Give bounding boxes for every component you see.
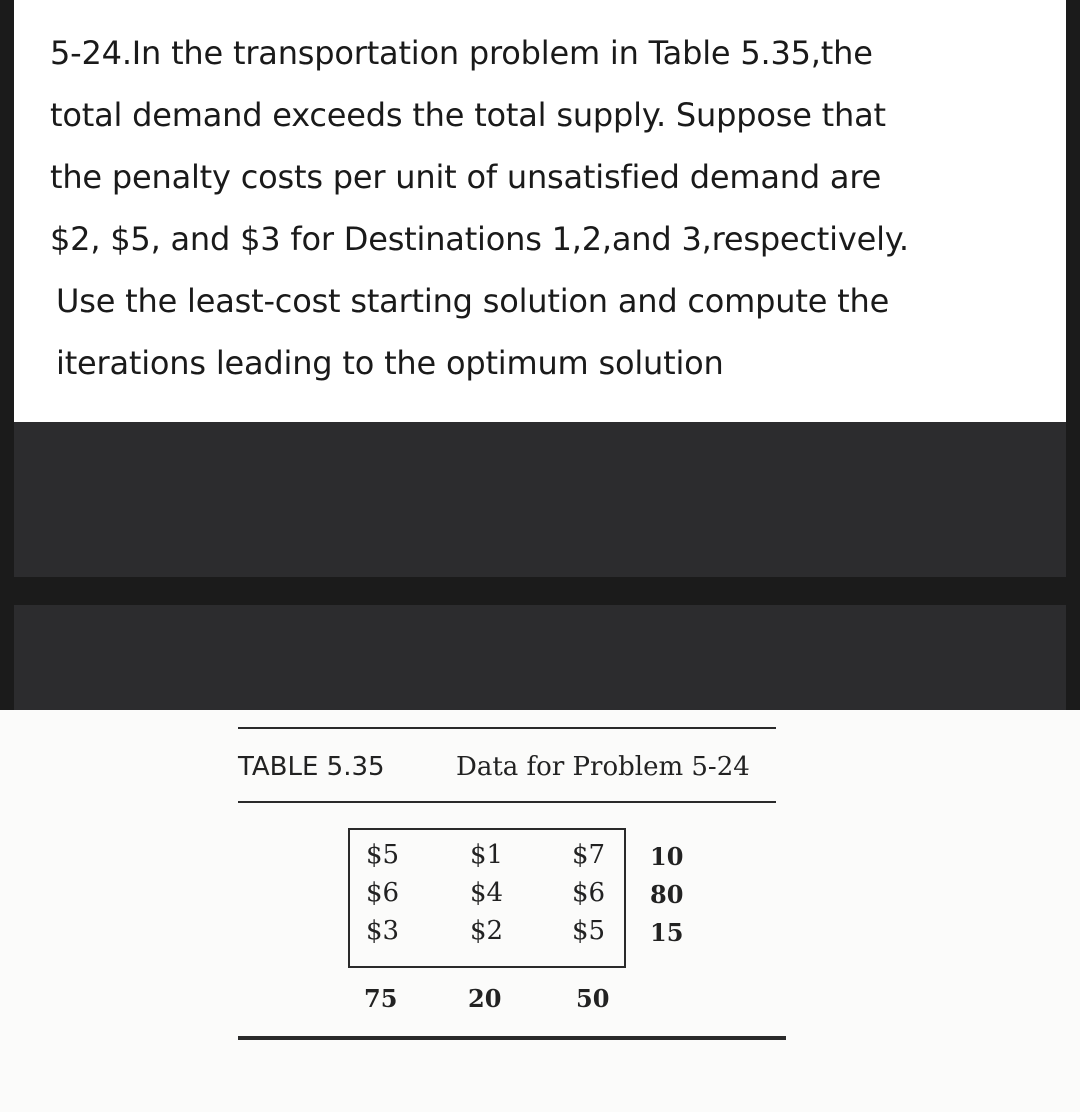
cost-cell: $6	[572, 878, 606, 908]
problem-line-1: 5-24.In the transportation problem in Table 5.35,the	[50, 34, 873, 72]
supply-value: 10	[650, 842, 684, 871]
cost-cell: $2	[470, 916, 504, 946]
demand-value: 50	[576, 984, 610, 1013]
demand-value: 20	[468, 984, 502, 1013]
dark-separator-bottom	[14, 605, 1066, 710]
problem-line-5: Use the least-cost starting solution and compute the	[56, 282, 890, 320]
cost-cell: $3	[366, 916, 400, 946]
problem-line-4: $2, $5, and $3 for Destinations 1,2,and 3,respectively.	[50, 220, 909, 258]
table-caption: Data for Problem 5-24	[456, 752, 750, 782]
cost-cell: $5	[572, 916, 606, 946]
cost-cell: $1	[470, 840, 504, 870]
table-header-rule	[238, 801, 776, 803]
supply-value: 80	[650, 880, 684, 909]
table-image	[0, 710, 1080, 1112]
cost-cell: $6	[366, 878, 400, 908]
supply-value: 15	[650, 918, 684, 947]
table-bottom-rule	[238, 1036, 786, 1040]
table-top-rule	[238, 727, 776, 729]
demand-value: 75	[364, 984, 398, 1013]
problem-statement	[14, 0, 1066, 422]
problem-line-2: total demand exceeds the total supply. Suppose that	[50, 96, 886, 134]
table-label: TABLE 5.35	[238, 752, 385, 782]
cost-cell: $4	[470, 878, 504, 908]
problem-line-3: the penalty costs per unit of unsatisfied demand are	[50, 158, 882, 196]
dark-separator-top	[14, 422, 1066, 577]
problem-line-6: iterations leading to the optimum solution	[56, 344, 724, 382]
cost-cell: $7	[572, 840, 606, 870]
cost-cell: $5	[366, 840, 400, 870]
